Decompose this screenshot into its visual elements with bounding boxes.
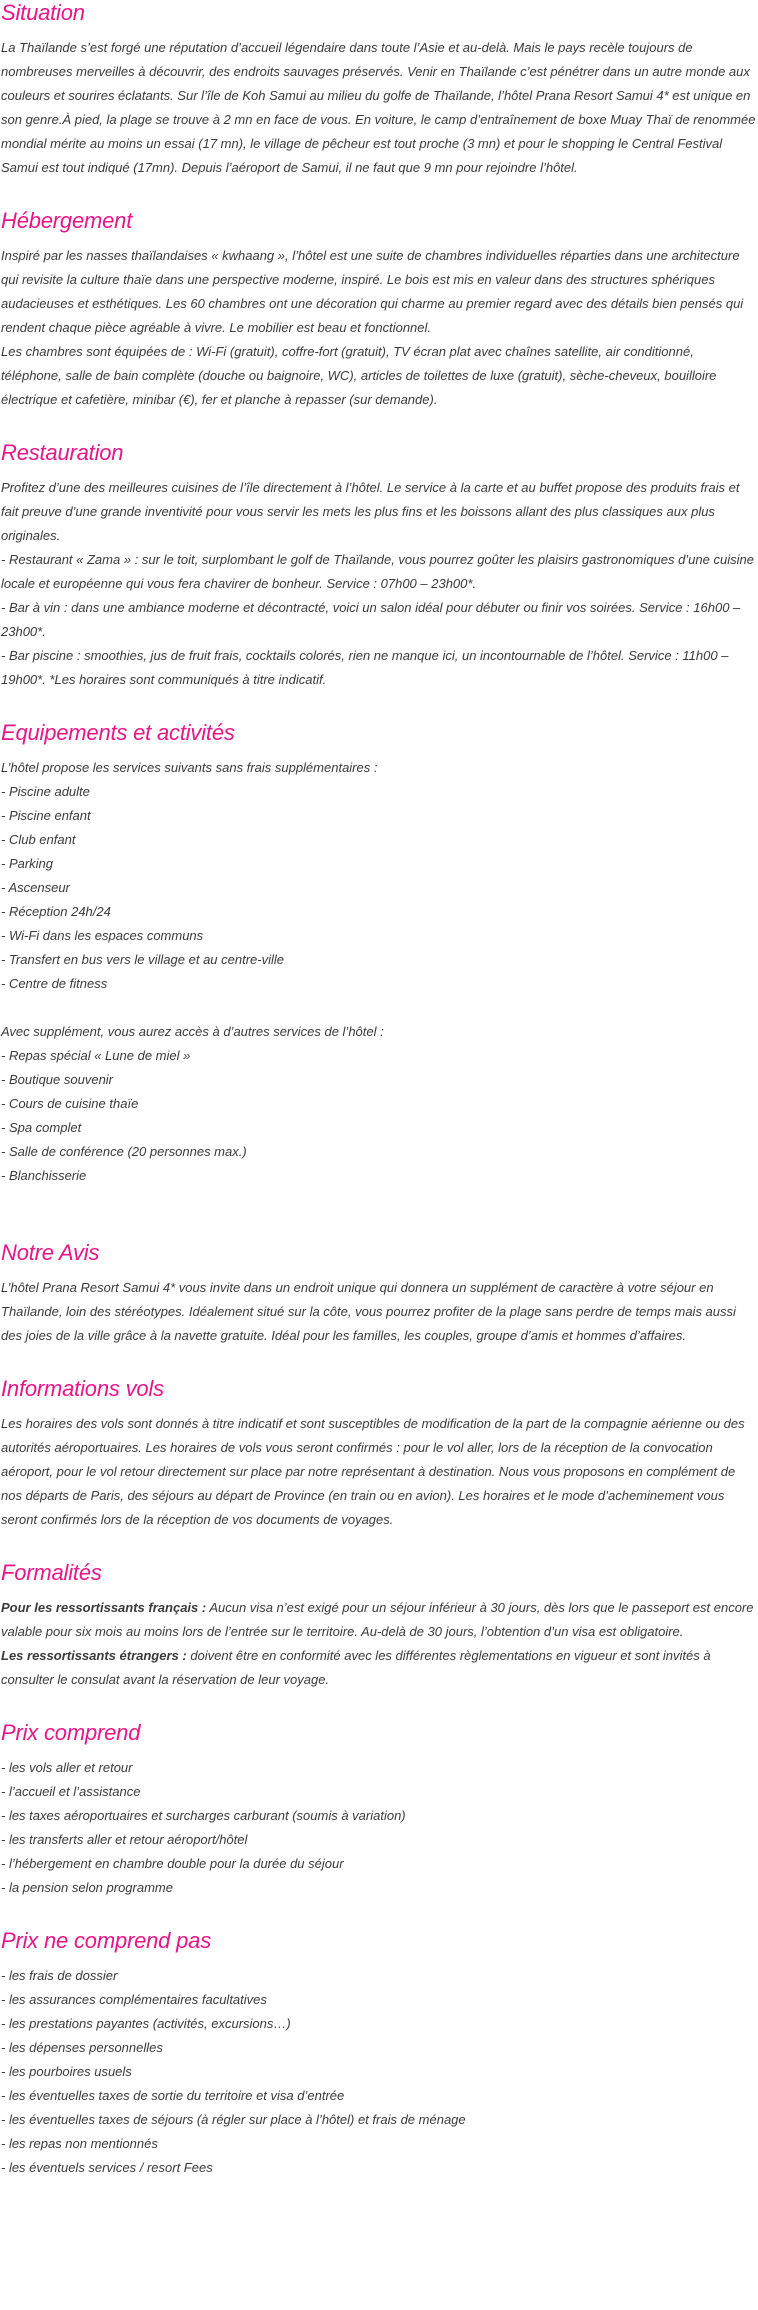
formalites-etrangers-text: doivent être en conformité avec les différentes règlementations en vigueur et sont invités à consulter le consulat avant la réservation de leur voyage. — [1, 1648, 711, 1687]
prix-comprend-title: Prix comprend — [1, 1720, 141, 1745]
hebergement-text-1: Inspiré par les nasses thaïlandaises « kwhaang », l’hôtel est une suite de chambres individuelles réparties dans une architecture qui revisite la culture thaïe dans une perspective moderne, inspiré. Le bois est mis en valeur dans des structures sphériques audacieuses et esthétiques. Les 60 chambres ont une décoration qui charme au premier regard avec des détails bien pensés qui rendent chaque pièce agréable à vivre. Le mobilier est beau et fonctionnel. — [1, 248, 744, 335]
situation-text: La Thaïlande s’est forgé une réputation d’accueil légendaire dans toute l’Asie et au-delà. Mais le pays recèle toujours de nombreuses merveilles à découvrir, des endroits sauvages préservés. Venir en Thaïlande c’est pénétrer dans un autre monde aux couleurs et sourires éclatants. Sur l’île de Koh Samui au milieu du golfe de Thaïlande, l’hôtel Prana Resort Samui 4* est unique en son genre.À pied, la plage se trouve à 2 mn en face de vous. En voiture, le camp d’entraînement de boxe Muay Thaï de renommée mondial mérite au moins un essai (17 mn), le village de pêcheur est tout proche (3 mn) et pour le shopping le Central Festival Samui est tout indiqué (17mn). Depuis l’aéroport de Samui, il ne faut que 9 mn pour rejoindre l’hôtel. — [1, 40, 756, 175]
section-prix-ne-comprend — [1, 1926, 758, 2180]
section-restauration — [1, 438, 758, 692]
list-item: - Centre de fitness — [1, 976, 108, 991]
avis-title: Notre Avis — [1, 1240, 100, 1265]
list-item: - la pension selon programme — [1, 1880, 173, 1895]
list-item: - les éventuelles taxes de sortie du territoire et visa d’entrée — [1, 2088, 345, 2103]
list-item: - Spa complet — [1, 1120, 82, 1135]
equipements-title: Equipements et activités — [1, 720, 235, 745]
formalites-etrangers — [1, 1644, 758, 1692]
formalites-title: Formalités — [1, 1560, 102, 1585]
equipements-intro-paid: Avec supplément, vous aurez accès à d’autres services de l’hôtel : — [1, 1024, 384, 1039]
formalites-francais-label: Pour les ressortissants français : — [1, 1600, 207, 1615]
list-item: - Piscine enfant — [1, 808, 91, 823]
avis-text: L’hôtel Prana Resort Samui 4* vous invite dans un endroit unique qui donnera un supplément de caractère à votre séjour en Thaïlande, loin des stéréotypes. Idéalement situé sur la côte, vous pourrez profiter de la plage sans perdre de temps mais aussi des joies de la ville grâce à la navette gratuite. Idéal pour les familles, les couples, groupe d’amis et hommes d’affaires. — [1, 1280, 736, 1343]
list-item: - Boutique souvenir — [1, 1072, 114, 1087]
section-situation — [1, 0, 758, 180]
section-hebergement — [1, 206, 758, 412]
vols-text: Les horaires des vols sont donnés à titre indicatif et sont susceptibles de modification de la part de la compagnie aérienne ou des autorités aéroportuaires. Les horaires de vols vous seront confirmés : pour le vol aller, lors de la réception de la convocation aéroport, pour le vol retour directement sur place par notre représentant à destination. Nous vous proposons en complément de nos départs de Paris, des séjours au départ de Province (en train ou en avion). Les horaires et le mode d’acheminement vous seront confirmés lors de la réception de vos documents de voyages. — [1, 1416, 745, 1527]
list-item: - les frais de dossier — [1, 1968, 118, 1983]
section-equipements — [1, 718, 758, 1188]
restauration-item: - Bar piscine : smoothies, jus de fruit frais, cocktails colorés, rien ne manque ici, un incontournable de l’hôtel. Service : 11h00 – 19h00*. *Les horaires sont communiqués à titre indicatif. — [1, 648, 729, 687]
restauration-item: - Restaurant « Zama » : sur le toit, surplombant le golf de Thaïlande, vous pourrez goûter les plaisirs gastronomiques d’une cuisine locale et européenne qui vous fera chavirer de bonheur. Service : 07h00 – 23h00*. — [1, 552, 754, 591]
section-avis — [1, 1238, 758, 1348]
list-item: - Club enfant — [1, 832, 76, 847]
restauration-title: Restauration — [1, 440, 124, 465]
list-item: - les éventuels services / resort Fees — [1, 2160, 213, 2175]
restauration-item: - Bar à vin : dans une ambiance moderne et décontracté, voici un salon idéal pour débuter ou finir vos soirées. Service : 16h00 – 23h00*. — [1, 600, 741, 639]
spacer — [1, 996, 758, 1020]
list-item: - Cours de cuisine thaïe — [1, 1096, 139, 1111]
list-item: - Blanchisserie — [1, 1168, 87, 1183]
list-item: - les assurances complémentaires facultatives — [1, 1992, 267, 2007]
equipements-intro-free: L’hôtel propose les services suivants sans frais supplémentaires : — [1, 760, 378, 775]
list-item: - Wi-Fi dans les espaces communs — [1, 928, 204, 943]
formalites-francais-text: Aucun visa n’est exigé pour un séjour inférieur à 30 jours, dès lors que le passeport est encore valable pour six mois au moins lors de l’entrée sur le territoire. Au-delà de 30 jours, l’obtention d’un visa est obligatoire. — [1, 1600, 754, 1639]
list-item: - les dépenses personnelles — [1, 2040, 163, 2055]
section-vols — [1, 1374, 758, 1532]
list-item: - Salle de conférence (20 personnes max.) — [1, 1144, 247, 1159]
prix-ne-comprend-title: Prix ne comprend pas — [1, 1928, 211, 1953]
list-item: - les taxes aéroportuaires et surcharges carburant (soumis à variation) — [1, 1808, 406, 1823]
list-item: - Repas spécial « Lune de miel » — [1, 1048, 191, 1063]
list-item: - Piscine adulte — [1, 784, 90, 799]
list-item: - les repas non mentionnés — [1, 2136, 158, 2151]
restauration-intro: Profitez d’une des meilleures cuisines de l’île directement à l’hôtel. Le service à la carte et au buffet propose des produits frais et fait preuve d’une grande inventivité pour vous servir les mets les plus fins et les boissons allant des plus classiques aux plus originales. — [1, 480, 740, 543]
hebergement-text-2: Les chambres sont équipées de : Wi-Fi (gratuit), coffre-fort (gratuit), TV écran plat avec chaînes satellite, air conditionné, téléphone, salle de bain complète (douche ou baignoire, WC), articles de toilettes de luxe (gratuit), sèche-cheveux, bouilloire électrique et cafetière, minibar (€), fer et planche à repasser (sur demande). — [1, 344, 717, 407]
list-item: - les transferts aller et retour aéroport/hôtel — [1, 1832, 248, 1847]
list-item: - Réception 24h/24 — [1, 904, 111, 919]
formalites-etrangers-label: Les ressortissants étrangers : — [1, 1648, 187, 1663]
list-item: - Parking — [1, 856, 54, 871]
list-item: - l’hébergement en chambre double pour la durée du séjour — [1, 1856, 344, 1871]
list-item: - les pourboires usuels — [1, 2064, 132, 2079]
formalites-francais — [1, 1596, 758, 1644]
list-item: - l’accueil et l’assistance — [1, 1784, 141, 1799]
list-item: - les vols aller et retour — [1, 1760, 133, 1775]
situation-title: Situation — [1, 0, 85, 25]
list-item: - les prestations payantes (activités, excursions…) — [1, 2016, 291, 2031]
list-item: - Transfert en bus vers le village et au centre-ville — [1, 952, 284, 967]
section-prix-comprend — [1, 1718, 758, 1900]
hebergement-title: Hébergement — [1, 208, 133, 233]
section-formalites — [1, 1558, 758, 1692]
list-item: - les éventuelles taxes de séjours (à régler sur place à l’hôtel) et frais de ménage — [1, 2112, 466, 2127]
list-item: - Ascenseur — [1, 880, 70, 895]
vols-title: Informations vols — [1, 1376, 164, 1401]
